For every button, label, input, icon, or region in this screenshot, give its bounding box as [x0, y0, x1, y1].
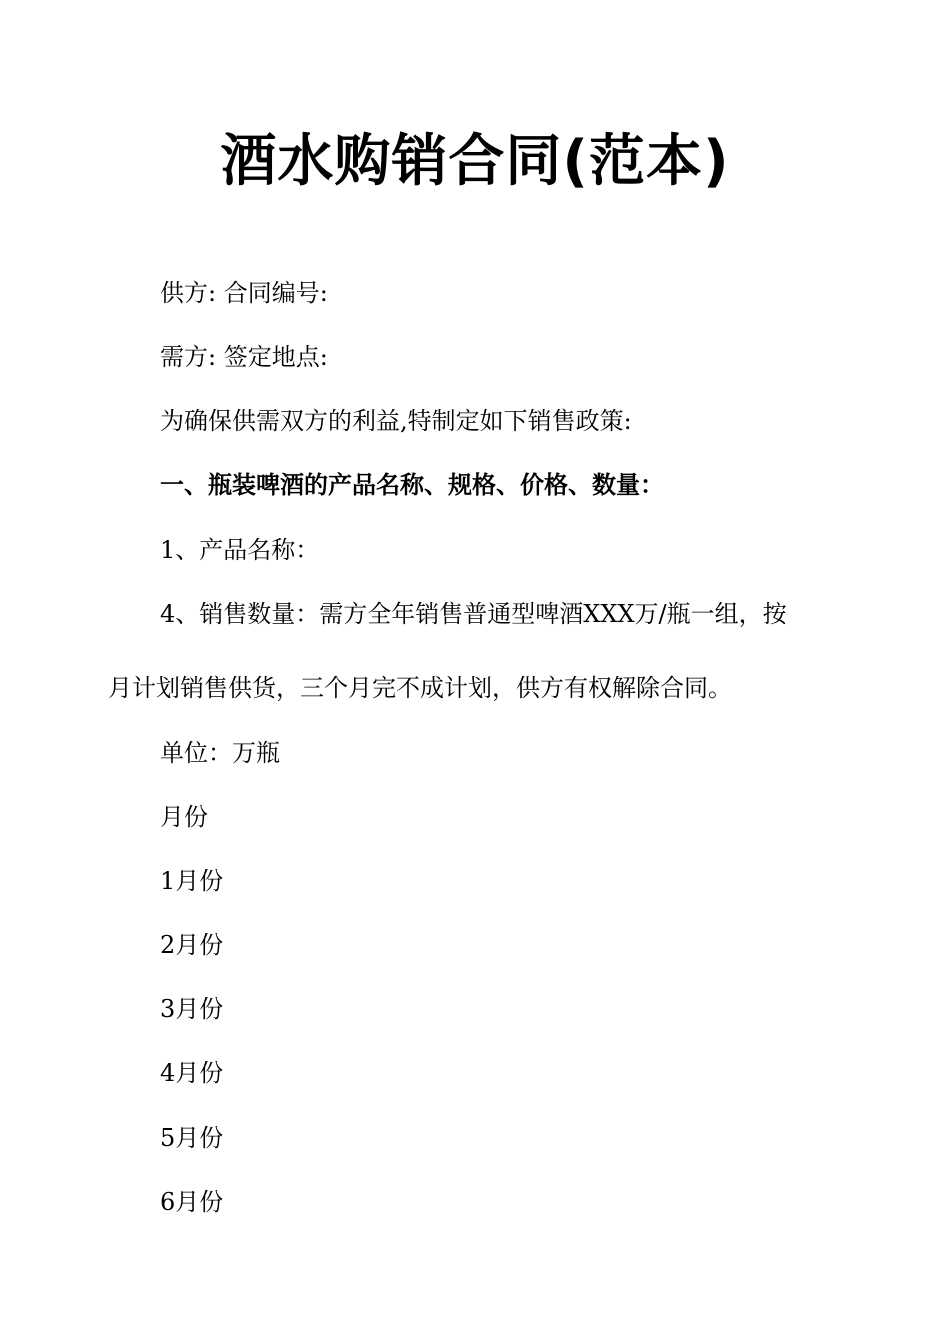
month-item: 2月份: [160, 931, 224, 959]
section-heading-1: 一、瓶装啤酒的产品名称、规格、价格、数量：: [160, 471, 664, 499]
month-item: 3月份: [160, 995, 224, 1023]
contract-title: 酒水购销合同(范本): [220, 129, 730, 194]
month-item: 6月份: [160, 1188, 224, 1216]
supplier-line: 供方: 合同编号:: [160, 279, 328, 307]
product-name-line: 1、产品名称：: [160, 536, 320, 564]
sales-quantity-continuation: 月计划销售供货，三个月完不成计划，供方有权解除合同。: [108, 674, 732, 702]
buyer-line: 需方: 签定地点:: [160, 343, 328, 371]
month-item: 5月份: [160, 1124, 224, 1152]
sales-quantity-line: 4、销售数量：需方全年销售普通型啤酒XXX万/瓶一组，按: [160, 600, 787, 628]
month-header: 月份: [160, 803, 208, 831]
month-item: 4月份: [160, 1059, 224, 1087]
unit-line: 单位：万瓶: [160, 739, 280, 767]
intro-paragraph: 为确保供需双方的利益,特制定如下销售政策:: [160, 407, 632, 435]
month-item: 1月份: [160, 867, 224, 895]
